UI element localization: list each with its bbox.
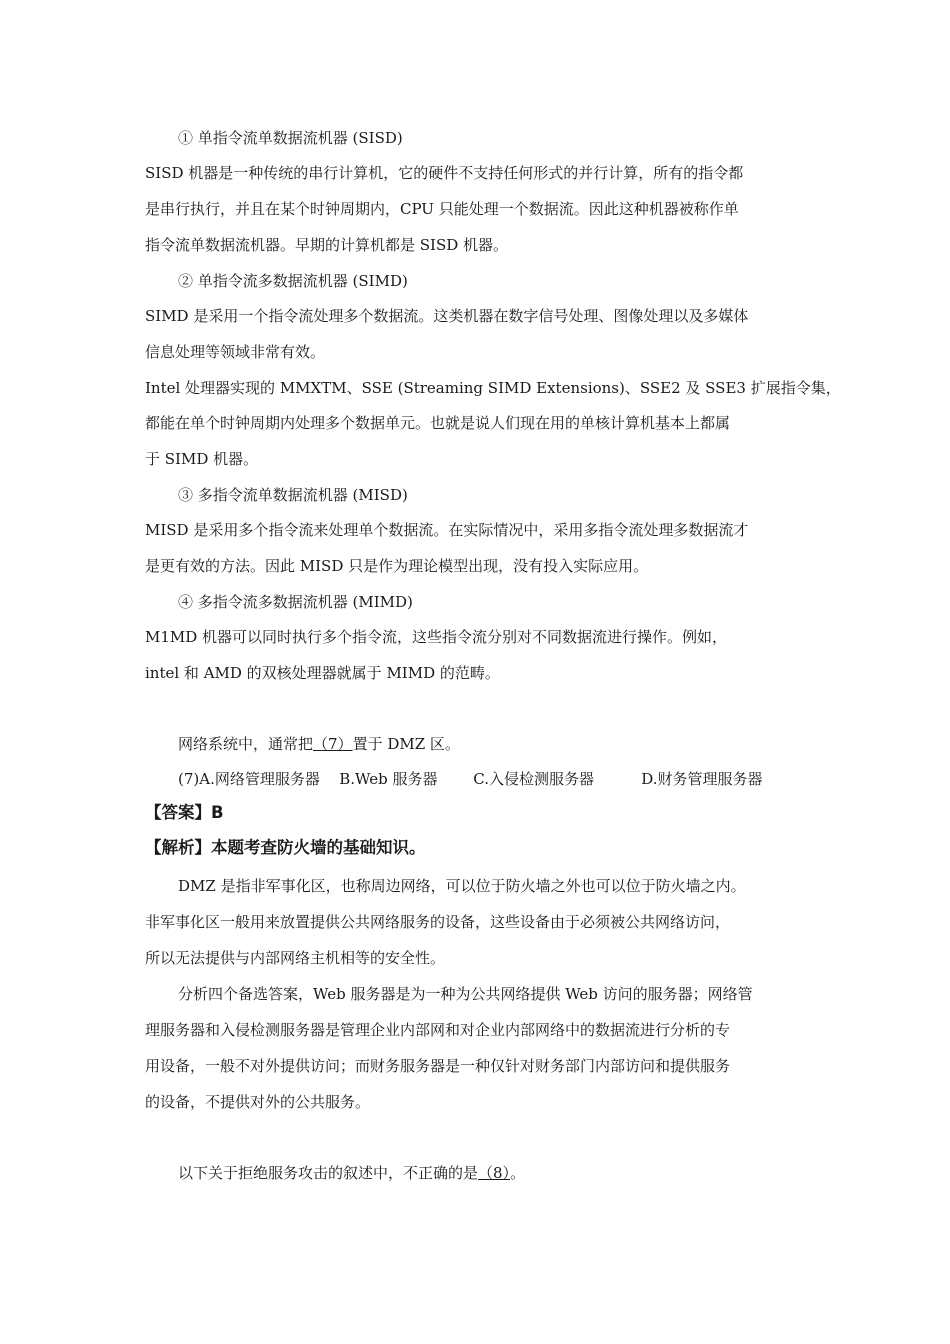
stem-text: 。 <box>510 1164 526 1182</box>
explanation-line: 理服务器和入侵检测服务器是管理企业内部网和对企业内部网络中的数据流进行分析的专 <box>145 1021 731 1039</box>
explanation-line: 所以无法提供与内部网络主机相等的安全性。 <box>145 949 446 967</box>
heading-sisd: ① 单指令流单数据流机器 (SISD) <box>178 129 403 147</box>
paragraph-line: SIMD 是采用一个指令流处理多个数据流。这类机器在数字信号处理、图像处理以及多媒体 <box>145 307 749 325</box>
stem-text: 以下关于拒绝服务攻击的叙述中，不正确的是 <box>178 1164 479 1182</box>
question-7-stem <box>178 734 460 754</box>
answer-blank: （7） <box>313 735 353 753</box>
heading-simd: ② 单指令流多数据流机器 (SIMD) <box>178 272 408 290</box>
answer-label: 【答案】B <box>145 803 224 822</box>
explanation-line: DMZ 是指非军事化区，也称周边网络，可以位于防火墙之外也可以位于防火墙之内。 <box>178 877 746 895</box>
option-prefix: (7) <box>178 770 200 788</box>
analysis-label: 【解析】本题考查防火墙的基础知识。 <box>145 838 426 857</box>
paragraph-line: 是更有效的方法。因此 MISD 只是作为理论模型出现，没有投入实际应用。 <box>145 557 649 575</box>
paragraph-line: SISD 机器是一种传统的串行计算机，它的硬件不支持任何形式的并行计算，所有的指令都 <box>145 164 744 182</box>
paragraph-line: 信息处理等领域非常有效。 <box>145 343 326 361</box>
explanation-line: 非军事化区一般用来放置提供公共网络服务的设备，这些设备由于必须被公共网络访问， <box>145 913 731 931</box>
answer-blank: （8） <box>478 1164 511 1182</box>
paragraph-line: 是串行执行，并且在某个时钟周期内，CPU 只能处理一个数据流。因此这种机器被称作单 <box>145 200 739 218</box>
explanation-line: 用设备，一般不对外提供访问；而财务服务器是一种仅针对财务部门内部访问和提供服务 <box>145 1057 731 1075</box>
question-7-options <box>178 769 763 789</box>
option-a: A.网络管理服务器 <box>199 770 320 788</box>
paragraph-line: 都能在单个时钟周期内处理多个数据单元。也就是说人们现在用的单核计算机基本上都属 <box>145 414 731 432</box>
heading-misd: ③ 多指令流单数据流机器 (MISD) <box>178 486 408 504</box>
stem-text: 网络系统中，通常把 <box>178 735 314 753</box>
paragraph-line: MISD 是采用多个指令流来处理单个数据流。在实际情况中，采用多指令流处理多数据流才 <box>145 521 749 539</box>
paragraph-line: Intel 处理器实现的 MMXTM、SSE (Streaming SIMD Extensions)、SSE2 及 SSE3 扩展指令集， <box>145 379 841 397</box>
paragraph-line: 指令流单数据流机器。早期的计算机都是 SISD 机器。 <box>145 236 509 254</box>
explanation-line: 的设备，不提供对外的公共服务。 <box>145 1093 371 1111</box>
option-d: D.财务管理服务器 <box>641 770 763 788</box>
paragraph-line: intel 和 AMD 的双核处理器就属于 MIMD 的范畴。 <box>145 664 500 682</box>
paragraph-line: 于 SIMD 机器。 <box>145 450 259 468</box>
explanation-line: 分析四个备选答案，Web 服务器是为一种为公共网络提供 Web 访问的服务器；网络管 <box>178 985 753 1003</box>
heading-mimd: ④ 多指令流多数据流机器 (MIMD) <box>178 593 413 611</box>
option-c: C.入侵检测服务器 <box>473 770 594 788</box>
paragraph-line: M1MD 机器可以同时执行多个指令流，这些指令流分别对不同数据流进行操作。例如， <box>145 628 728 646</box>
stem-text: 置于 DMZ 区。 <box>352 735 460 753</box>
option-b: B.Web 服务器 <box>339 770 438 788</box>
question-8-stem <box>178 1163 525 1183</box>
